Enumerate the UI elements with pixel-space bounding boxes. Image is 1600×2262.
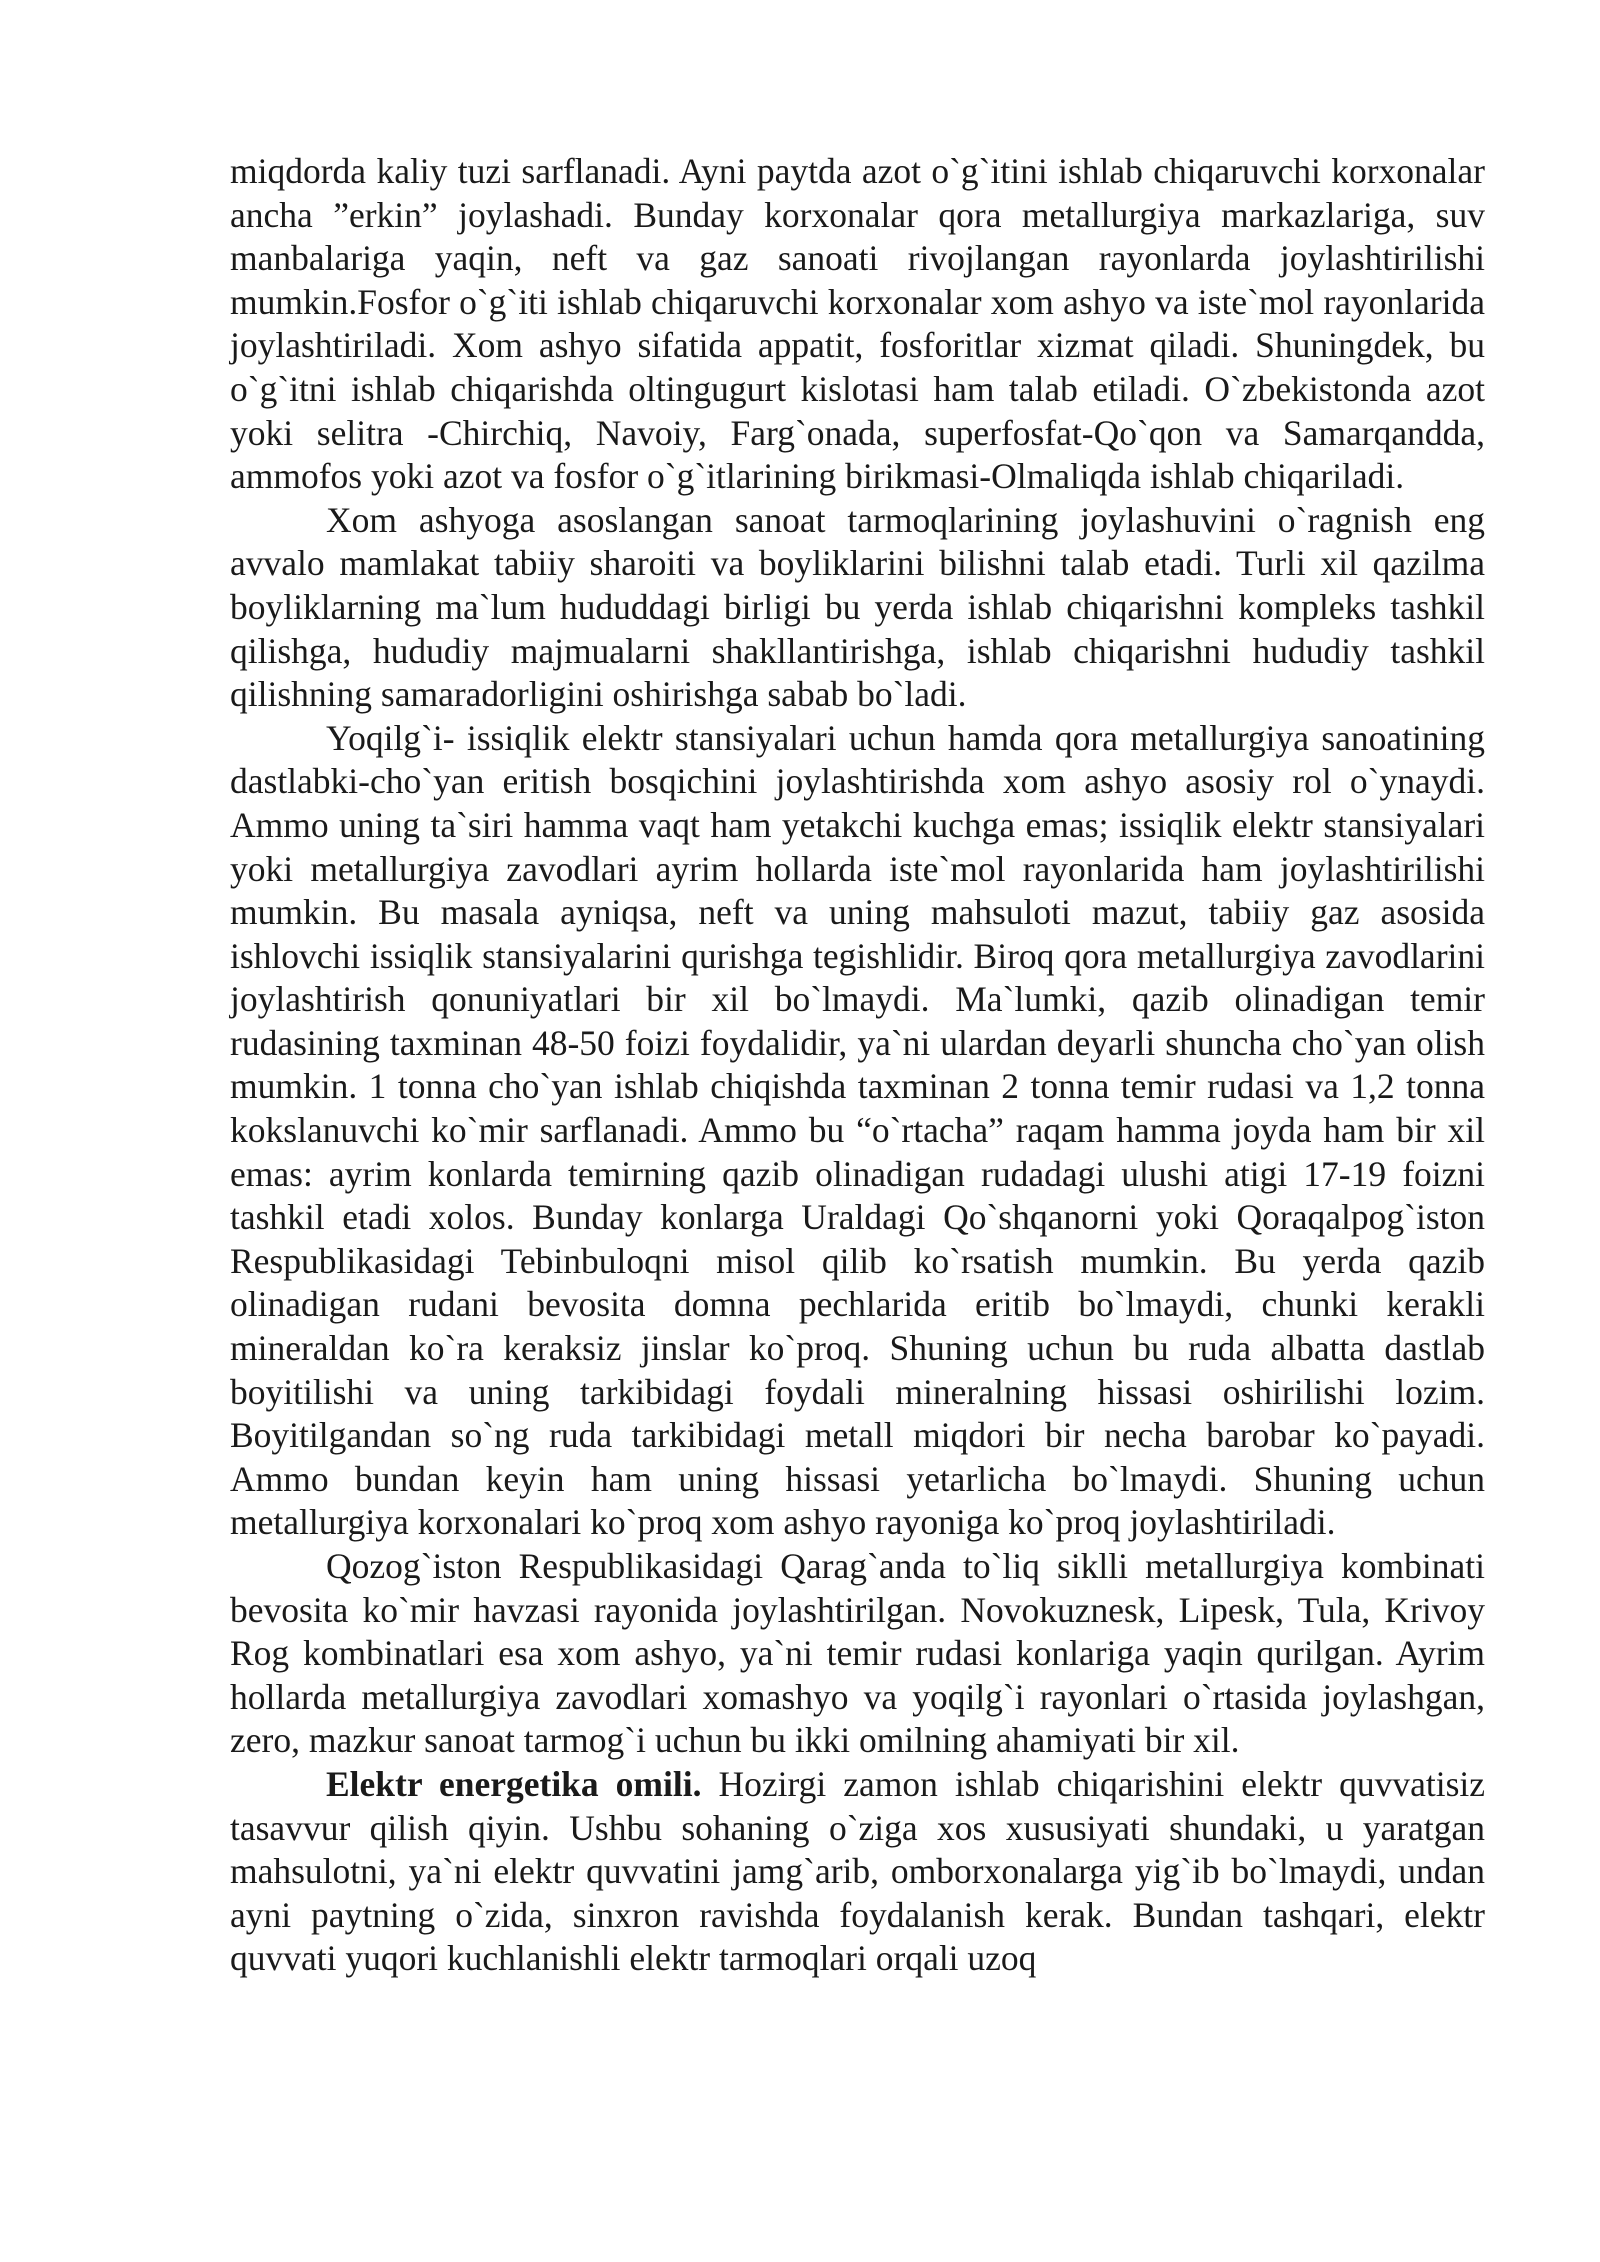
paragraph-text: Hozirgi zamon ishlab chiqarishini elektr quvvatisiz tasavvur qilish qiyin. Ushbu sohaning o`ziga xos xususiyati shundaki, u yaratgan mahsulotni, ya`ni elektr quvvatini jamg`arib, omborxonalarga yig`ib bo`lmaydi, undan ayni paytning o`zida, sinxron ravishda foydalanish kerak. Bundan tashqari, elektr quvvati yuqori kuchlanishli elektr tarmoqlari orqali uzoq	[230, 1763, 1486, 1979]
paragraph-4	[230, 1545, 1485, 1763]
section-heading-inline: Elektr energetika omili.	[326, 1763, 702, 1804]
paragraph-2	[230, 499, 1485, 717]
paragraph-3	[230, 717, 1485, 1545]
paragraph-text: miqdorda kaliy tuzi sarflanadi. Ayni paytda azot o`g`itini ishlab chiqaruvchi korxonalar ancha ”erkin” joylashadi. Bunday korxonalar qora metallurgiya markazlariga, suv manbalariga yaqin, neft va gaz sanoati rivojlangan rayonlarda joylashtirilishi mumkin.Fosfor o`g`iti ishlab chiqaruvchi korxonalar xom ashyo va iste`mol rayonlarida joylashtiriladi. Xom ashyo sifatida appatit, fosforitlar xizmat qiladi. Shuningdek, bu o`g`itni ishlab chiqarishda oltingugurt kislotasi ham talab etiladi. O`zbekistonda azot yoki selitra -Chirchiq, Navoiy, Farg`onada, superfosfat-Qo`qon va Samarqandda, ammofos yoki azot va fosfor o`g`itlarining birikmasi-Olmaliqda ishlab chiqariladi.	[230, 151, 1485, 497]
paragraph-5	[230, 1763, 1485, 1981]
paragraph-text: Xom ashyoga asoslangan sanoat tarmoqlarining joylashuvini o`ragnish eng avvalo mamlakat tabiiy sharoiti va boyliklarini bilishni talab etadi. Turli xil qazilma boyliklarning ma`lum hududdagi birligi bu yerda ishlab chiqarishni kompleks tashkil qilishga, hududiy majmualarni shakllantirishga, ishlab chiqarishni hududiy tashkil qilishning samaradorligini oshirishga sabab bo`ladi.	[230, 499, 1485, 715]
paragraph-text: Yoqilg`i- issiqlik elektr stansiyalari uchun hamda qora metallurgiya sanoatining dastlabki-cho`yan eritish bosqichini joylashtirishda xom ashyo asosiy rol o`ynaydi. Ammo uning ta`siri hamma vaqt ham yetakchi kuchga emas; issiqlik elektr stansiyalari yoki metallurgiya zavodlari ayrim hollarda iste`mol rayonlarida ham joylashtirilishi mumkin. Bu masala ayniqsa, neft va uning mahsuloti mazut, tabiiy gaz asosida ishlovchi issiqlik stansiyalarini qurishga tegishlidir. Biroq qora metallurgiya zavodlarini joylashtirish qonuniyatlari bir xil bo`lmaydi. Ma`lumki, qazib olinadigan temir rudasining taxminan 48-50 foizi foydalidir, ya`ni ulardan deyarli shuncha cho`yan olish mumkin. 1 tonna cho`yan ishlab chiqishda taxminan 2 tonna temir rudasi va 1,2 tonna kokslanuvchi ko`mir sarflanadi. Ammo bu “o`rtacha” raqam hamma joyda ham bir xil emas: ayrim konlarda temirning qazib olinadigan rudadagi ulushi atigi 17-19 foizni tashkil etadi xolos. Bunday konlarga Uraldagi Qo`shqanorni yoki Qoraqalpog`iston Respublikasidagi Tebinbuloqni misol qilib ko`rsatish mumkin. Bu yerda qazib olinadigan rudani bevosita domna pechlarida eritib bo`lmaydi, chunki kerakli mineraldan ko`ra keraksiz jinslar ko`proq. Shuning uchun bu ruda albatta dastlab boyitilishi va uning tarkibidagi foydali mineralning hissasi oshirilishi lozim. Boyitilgandan so`ng ruda tarkibidagi metall miqdori bir necha barobar ko`payadi. Ammo bundan keyin ham uning hissasi yetarlicha bo`lmaydi. Shuning uchun metallurgiya korxonalari ko`proq xom ashyo rayoniga ko`proq joylashtiriladi.	[230, 717, 1485, 1543]
paragraph-1	[230, 150, 1485, 499]
paragraph-text: Qozog`iston Respublikasidagi Qarag`anda to`liq siklli metallurgiya kombinati bevosita ko`mir havzasi rayonida joylashtirilgan. Novokuznesk, Lipesk, Tula, Krivoy Rog kombinatlari esa xom ashyo, ya`ni temir rudasi konlariga yaqin qurilgan. Ayrim hollarda metallurgiya zavodlari xomashyo va yoqilg`i rayonlari o`rtasida joylashgan, zero, mazkur sanoat tarmog`i uchun bu ikki omilning ahamiyati bir xil.	[230, 1546, 1485, 1761]
document-page	[230, 150, 1485, 1981]
